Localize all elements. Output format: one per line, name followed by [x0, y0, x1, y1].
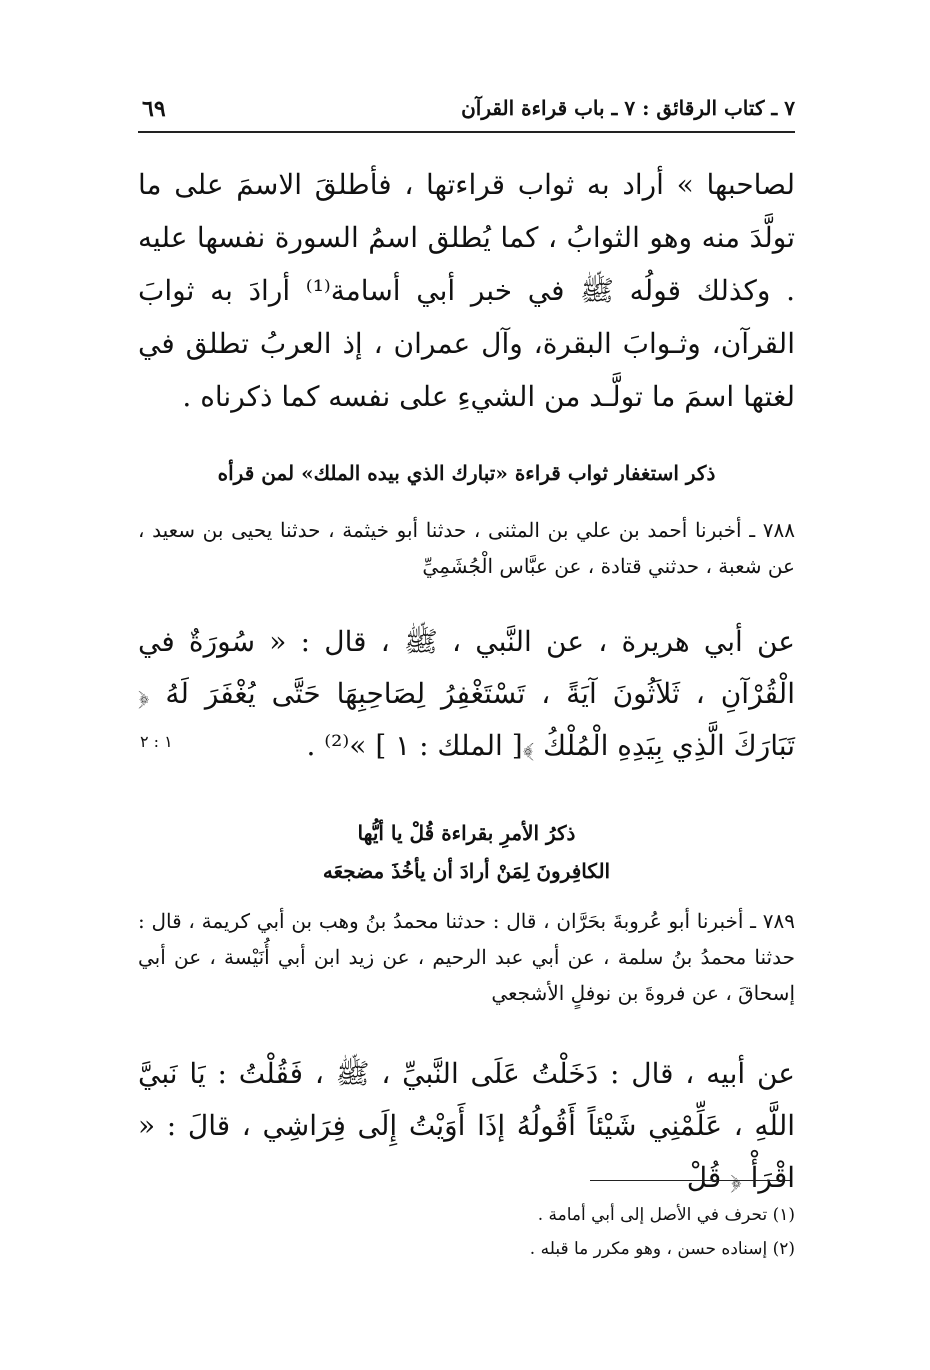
section-heading-789	[138, 814, 795, 890]
isnad-788: ٧٨٨ ـ أخبرنا أحمد بن علي بن المثنى ، حدثنا أبو خيثمة ، حدثنا يحيى بن سعيد ، عن شعبة ، حدثني قتادة ، عن عبَّاس الْجُشَمِيِّ	[138, 518, 795, 578]
footnote-rule	[590, 1180, 790, 1181]
section-heading-788: ذكر استغفار ثواب قراءة «تبارك الذي بيده الملك» لمن قرأه	[217, 461, 716, 485]
footnote-2: (٢) إسناده حسن ، وهو مكرر ما قبله .	[529, 1239, 795, 1259]
heading-line-2: الكافِرونَ لِمَنْ أرادَ أن يأخُذَ مضجعَه	[322, 859, 611, 883]
commentary-paragraph: لصاحبها » أراد به ثواب قراءتها ، فأطلقَ الاسمَ على ما تولَّدَ منه وهو الثوابُ ، كما يُطلق اسمُ السورة نفسها عليه . وكذلك قولُه ﷺ في خبر أبي أسامة⁽¹⁾ أرادَ به ثوابَ القرآن، وثـوابَ البقرة، وآل عمران ، إذ العربُ تطلق في لغتها اسمَ ما تولَّـد من الشيءِ على نفسه كما ذكرناه .	[138, 168, 795, 413]
hadith-text-788: عن أبي هريرة ، عن النَّبي ، ﷺ ، قال : « سُورَةٌ في الْقُرْآنِ ، ثَلاَثُونَ آيَةً ، تَسْتَغْفِرُ لِصَاحِبِهَا حَتَّى يُغْفَرَ لَهُ ﴿ تَبَارَكَ الَّذِي بِيَدِهِ الْمُلْكُ ﴾[ الملك : ١ ] »⁽²⁾ .	[138, 625, 795, 762]
running-title: ٧ ـ كتاب الرقائق : ٧ ـ باب قراءة القرآن	[461, 96, 795, 120]
header-rule	[138, 131, 795, 133]
hadith-text-789: عن أبيه ، قال : دَخَلْتُ عَلَى النَّبيِّ ، ﷺ ، فَقُلْتُ : يَا نَبيَّ اللَّهِ ، عَلِّمْنِي شَيْئاً أَقُولُهُ إذَا أَوَيْتُ إِلَى فِرَاشِي ، قالَ : « اقْرَأْ ﴿ قُلْ	[138, 1057, 795, 1194]
isnad-789: ٧٨٩ ـ أخبرنا أبو عُروبةَ بحَرَّان ، قال : حدثنا محمدُ بنُ وهب بن أبي كريمة ، قال : حدثنا محمدُ بنُ سلمة ، عن أبي عبد الرحيم ، عن زيد ابن أبي أُنَيْسة ، عن أبي إسحاقَ ، عن فروةَ بن نوفلٍ الأشجعي	[138, 909, 795, 1005]
margin-reference: ١ : ٢	[140, 732, 173, 751]
page-number: ٦٩	[142, 96, 166, 122]
heading-line-1: ذكرُ الأمرِ بقراءة قُلْ يا أيُّها	[357, 821, 576, 845]
footnote-1: (١) تحرف في الأصل إلى أبي أمامة .	[537, 1205, 795, 1225]
